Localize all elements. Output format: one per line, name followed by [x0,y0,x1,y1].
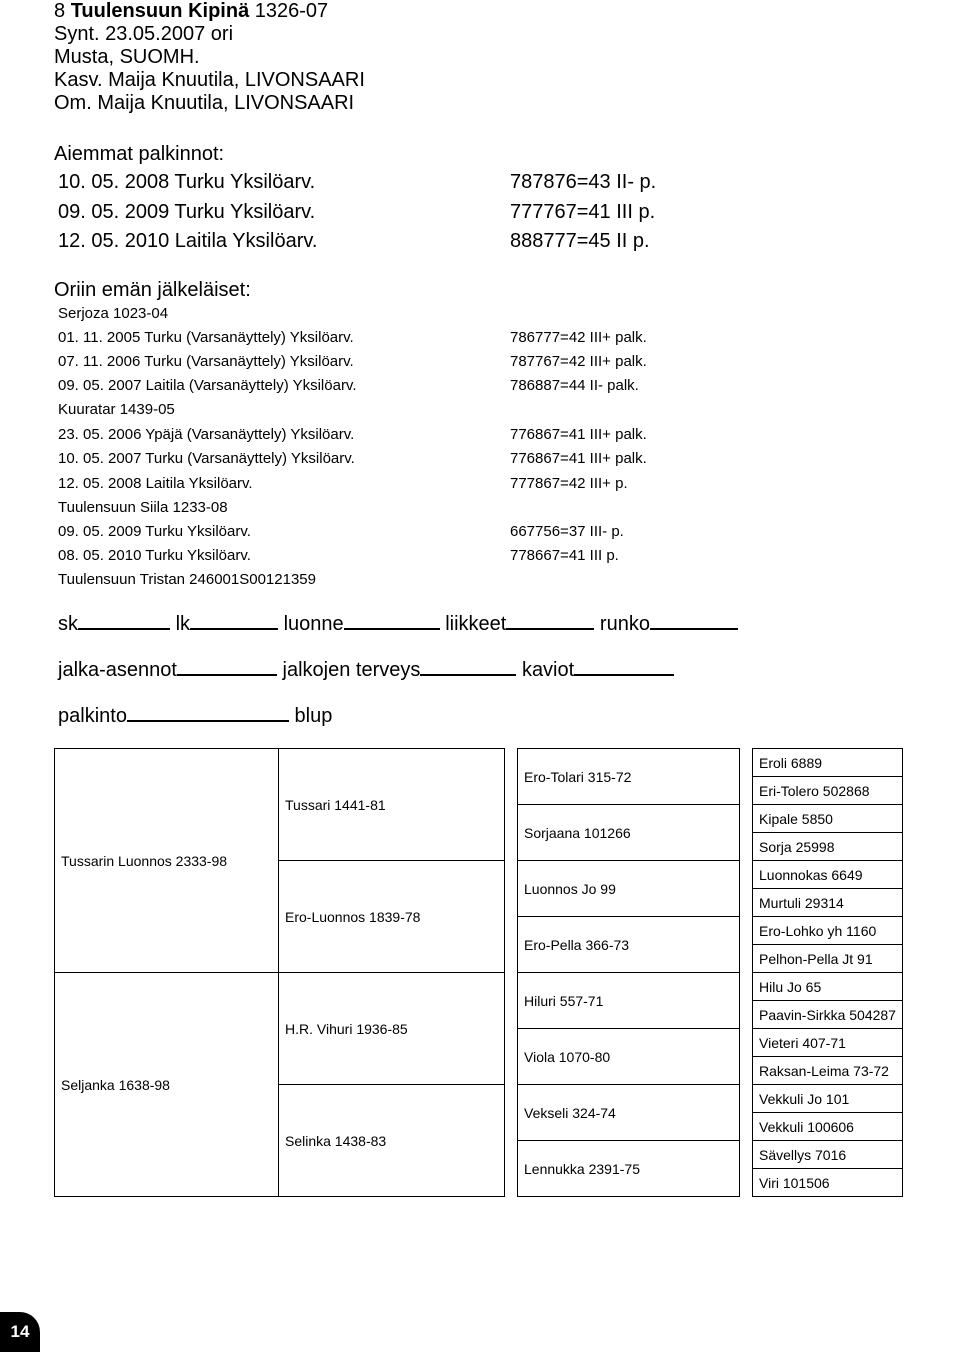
eval-label-kaviot: kaviot [521,659,575,681]
liikkeet-field[interactable] [506,612,594,630]
horse-title [54,0,365,23]
palkinto-field[interactable] [127,704,289,722]
eval-label-blup: blup [294,705,333,727]
pedigree-gen4: Vieteri 407-71 [753,1029,903,1057]
pedigree-gen3: Lennukka 2391-75 [518,1141,740,1197]
lk-field[interactable] [190,612,278,630]
eval-line-1 [58,612,738,636]
eval-label-jalka-asennot: jalka-asennot [58,659,177,681]
horse-born: Synt. 23.05.2007 ori [54,23,234,45]
offspring-result: 787767=42 III+ palk. [510,353,647,370]
pedigree-dam: Seljanka 1638-98 [55,973,279,1197]
award-event: 10. 05. 2008 Turku Yksilöarv. [58,171,316,193]
award-result: 777767=41 III p. [510,201,656,223]
award-event: 09. 05. 2009 Turku Yksilöarv. [58,201,316,223]
pedigree-gen4: Murtuli 29314 [753,889,903,917]
eval-line-3 [58,704,332,728]
offspring-result: 667756=37 III- p. [510,523,624,540]
pedigree-gen2: Tussari 1441-81 [279,749,505,861]
offspring-event: 09. 05. 2009 Turku Yksilöarv. [58,523,251,540]
jalka-asennot-field[interactable] [177,658,277,676]
offspring-event: 10. 05. 2007 Turku (Varsanäyttely) Yksilöarv. [58,450,355,467]
eval-label-liikkeet: liikkeet [445,613,507,635]
luonne-field[interactable] [344,612,440,630]
offspring-event: 07. 11. 2006 Turku (Varsanäyttely) Yksilöarv. [58,353,354,370]
runko-field[interactable] [650,612,738,630]
pedigree-gen3: Ero-Tolari 315-72 [518,749,740,805]
pedigree-gen2: H.R. Vihuri 1936-85 [279,973,505,1085]
prev-awards-title: Aiemmat palkinnot: [54,143,225,165]
offspring-event: 01. 11. 2005 Turku (Varsanäyttely) Yksilöarv. [58,329,354,346]
jalkojen-terveys-field[interactable] [420,658,516,676]
offspring-result: 776867=41 III+ palk. [510,426,647,443]
catalog-number: 8 [54,0,66,22]
offspring-name: Tuulensuun Tristan 246001S00121359 [58,571,316,588]
kaviot-field[interactable] [574,658,674,676]
pedigree-gen3: Luonnos Jo 99 [518,861,740,917]
pedigree-gen4: Eri-Tolero 502868 [753,777,903,805]
eval-line-2 [58,658,674,682]
offspring-name: Kuuratar 1439-05 [58,401,175,418]
page-number: 14 [0,1312,40,1352]
eval-label-sk: sk [58,613,78,635]
horse-owner: Om. Maija Knuutila, LIVONSAARI [54,92,355,114]
pedigree-gen4: Sävellys 7016 [753,1141,903,1169]
pedigree-gen4: Pelhon-Pella Jt 91 [753,945,903,973]
award-result: 888777=45 II p. [510,230,650,252]
pedigree-gen3: Ero-Pella 366-73 [518,917,740,973]
eval-label-runko: runko [599,613,650,635]
offspring-name: Serjoza 1023-04 [58,305,169,322]
pedigree-gen4: Eroli 6889 [753,749,903,777]
eval-label-luonne: luonne [283,613,344,635]
award-result: 787876=43 II- p. [510,171,657,193]
offspring-event: 08. 05. 2010 Turku Yksilöarv. [58,547,251,564]
horse-color: Musta, SUOMH. [54,46,200,68]
offspring-event: 09. 05. 2007 Laitila (Varsanäyttely) Yksilöarv. [58,377,357,394]
pedigree-gen4: Hilu Jo 65 [753,973,903,1001]
eval-label-palkinto: palkinto [58,705,127,727]
pedigree-sire: Tussarin Luonnos 2333-98 [55,749,279,973]
pedigree-gen3: Vekseli 324-74 [518,1085,740,1141]
pedigree-gen4: Sorja 25998 [753,833,903,861]
pedigree-gen4: Paavin-Sirkka 504287 [753,1001,903,1029]
award-event: 12. 05. 2010 Laitila Yksilöarv. [58,230,318,252]
pedigree-gen4: Luonnokas 6649 [753,861,903,889]
horse-reg: 1326-07 [254,0,329,22]
pedigree-gen3: Viola 1070-80 [518,1029,740,1085]
pedigree-gen4: Kipale 5850 [753,805,903,833]
offspring-result: 778667=41 III p. [510,547,619,564]
offspring-result: 776867=41 III+ palk. [510,450,647,467]
sk-field[interactable] [78,612,170,630]
pedigree-gen4: Vekkuli 100606 [753,1113,903,1141]
pedigree-gen4: Viri 101506 [753,1169,903,1197]
pedigree-gen4: Raksan-Leima 73-72 [753,1057,903,1085]
pedigree-gen4: Vekkuli Jo 101 [753,1085,903,1113]
pedigree-table [54,748,903,1197]
pedigree-gen3: Hiluri 557-71 [518,973,740,1029]
horse-breeder: Kasv. Maija Knuutila, LIVONSAARI [54,69,365,91]
offspring-result: 777867=42 III+ p. [510,475,628,492]
pedigree-gen4: Ero-Lohko yh 1160 [753,917,903,945]
pedigree-gen2: Selinka 1438-83 [279,1085,505,1197]
horse-header [54,0,365,115]
eval-label-jalkojen-terveys: jalkojen terveys [282,659,421,681]
pedigree-gen3: Sorjaana 101266 [518,805,740,861]
offspring-result: 786777=42 III+ palk. [510,329,647,346]
horse-name: Tuulensuun Kipinä [70,0,250,22]
offspring-event: 12. 05. 2008 Laitila Yksilöarv. [58,475,253,492]
eval-label-lk: lk [175,613,191,635]
offspring-name: Tuulensuun Siila 1233-08 [58,499,228,516]
pedigree-gen2: Ero-Luonnos 1839-78 [279,861,505,973]
offspring-event: 23. 05. 2006 Ypäjä (Varsanäyttely) Yksilöarv. [58,426,355,443]
offspring-result: 786887=44 II- palk. [510,377,639,394]
dam-offspring-title: Oriin emän jälkeläiset: [54,279,251,301]
